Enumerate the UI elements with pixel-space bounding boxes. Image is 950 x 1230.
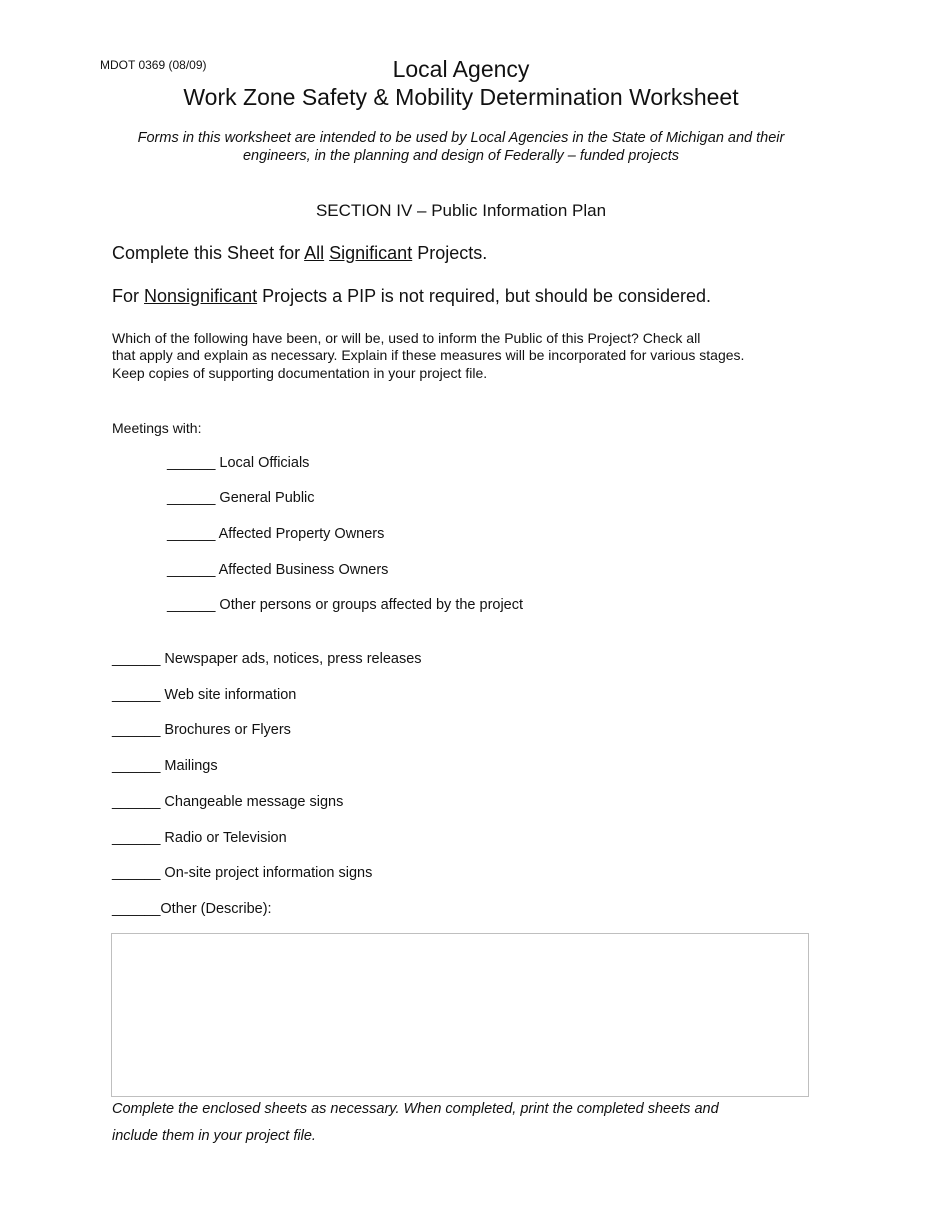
meeting-item[interactable]: ______ Local Officials: [167, 455, 310, 471]
check-item[interactable]: ______ Brochures or Flyers: [112, 722, 291, 738]
check-item[interactable]: ______ Mailings: [112, 758, 218, 774]
footer-line-1: Complete the enclosed sheets as necessary. When completed, print the completed sheets and: [112, 1101, 719, 1117]
other-description-field[interactable]: [111, 933, 809, 1097]
check-item[interactable]: ______ Changeable message signs: [112, 794, 344, 810]
footer-line-2: include them in your project file.: [112, 1128, 316, 1144]
check-item[interactable]: ______ Web site information: [112, 687, 297, 703]
question-line-1: Which of the following have been, or will be, used to inform the Public of this Project? Check all: [112, 330, 701, 346]
intro-line-1: Forms in this worksheet are intended to be used by Local Agencies in the State of Michigan and their: [137, 130, 785, 146]
section-title: SECTION IV – Public Information Plan: [315, 201, 607, 220]
check-item[interactable]: ______ Radio or Television: [112, 830, 287, 846]
instruction-nonsignificant: For Nonsignificant Projects a PIP is not required, but should be considered.: [112, 286, 712, 306]
form-number: MDOT 0369 (08/09): [100, 58, 207, 72]
check-item[interactable]: ______ On-site project information signs: [112, 865, 373, 881]
check-item[interactable]: ______ Newspaper ads, notices, press releases: [112, 651, 422, 667]
check-item-other[interactable]: ______Other (Describe):: [112, 901, 272, 917]
meeting-item[interactable]: ______ Affected Business Owners: [167, 562, 389, 578]
title-line-2: Work Zone Safety & Mobility Determination Worksheet: [183, 84, 739, 110]
title-line-1: Local Agency: [392, 56, 530, 82]
question-line-2: that apply and explain as necessary. Explain if these measures will be incorporated for various stages.: [112, 347, 745, 363]
meeting-item[interactable]: ______ Other persons or groups affected by the project: [167, 597, 524, 613]
intro-line-2: engineers, in the planning and design of Federally – funded projects: [242, 148, 680, 164]
instruction-significant: Complete this Sheet for All Significant Projects.: [112, 243, 488, 263]
meeting-item[interactable]: ______ Affected Property Owners: [167, 526, 385, 542]
meeting-item[interactable]: ______ General Public: [167, 490, 315, 506]
meetings-label: Meetings with:: [112, 420, 202, 436]
question-line-3: Keep copies of supporting documentation in your project file.: [112, 365, 488, 381]
